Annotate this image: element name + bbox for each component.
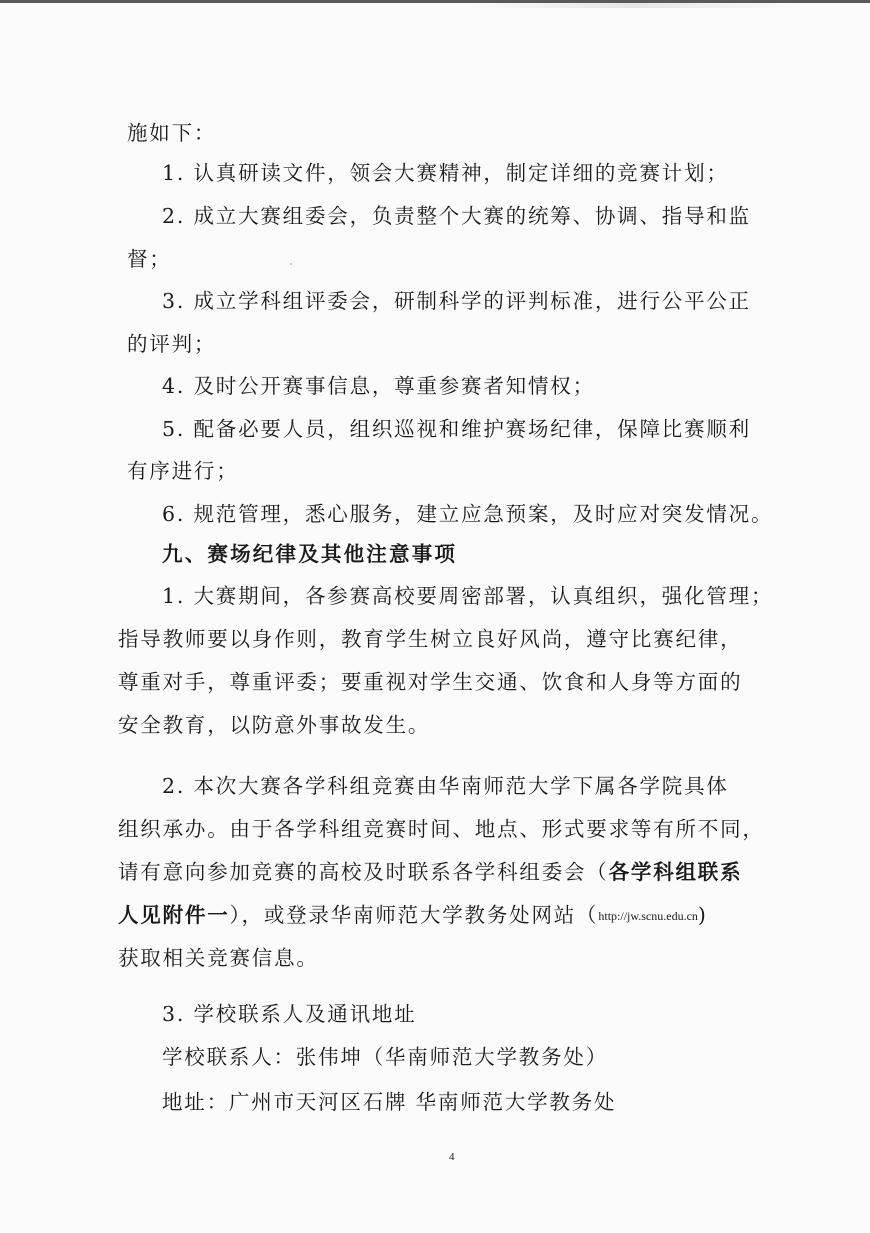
rule-item-2-continued: 组织承办。由于各学科组竞赛时间、地点、形式要求等有所不同， — [118, 817, 765, 841]
rule-item-2-continued — [118, 901, 708, 930]
list-item-2-continued: 督； — [127, 247, 172, 271]
rule-item-1: 1. 大赛期间，各参赛高校要周密部署，认真组织，强化管理； — [162, 584, 774, 608]
list-item-3: 3. 成立学科组评委会，研制科学的评判标准，进行公平公正 — [162, 289, 751, 313]
section-heading: 九、赛场纪律及其他注意事项 — [162, 542, 458, 566]
text-segment: ），或登录华南师范大学教务处网站（ — [229, 903, 599, 927]
rule-item-1-continued: 安全教育，以防意外事故发生。 — [118, 713, 431, 737]
text-segment: ) — [697, 903, 708, 927]
list-item-3-continued: 的评判； — [127, 332, 217, 356]
scan-speck — [290, 263, 292, 265]
list-item-4: 4. 及时公开赛事信息，尊重参赛者知情权； — [162, 374, 595, 398]
rule-item-1-continued: 尊重对手，尊重评委；要重视对学生交通、饮食和人身等方面的 — [118, 670, 743, 694]
bold-text-segment: 人见附件一 — [118, 903, 230, 927]
page-number: 4 — [449, 1151, 455, 1163]
contact-person: 学校联系人：张伟坤（华南师范大学教务处） — [162, 1045, 608, 1069]
bold-text-segment: 各学科组联系 — [608, 860, 743, 884]
scan-bleed-through — [470, 3, 800, 8]
list-item-2: 2. 成立大赛组委会，负责整个大赛的统筹、协调、指导和监 — [162, 204, 751, 228]
contact-heading: 3. 学校联系人及通讯地址 — [162, 1002, 417, 1026]
rule-item-2-continued — [118, 858, 742, 886]
website-url: http://jw.scnu.edu.cn — [598, 909, 698, 923]
rule-item-2-continued: 获取相关竞赛信息。 — [118, 946, 319, 970]
list-item-6: 6. 规范管理，悉心服务，建立应急预案，及时应对突发情况。 — [162, 502, 774, 526]
list-item-1: 1. 认真研读文件，领会大赛精神，制定详细的竞赛计划； — [162, 161, 729, 185]
text-segment: 请有意向参加竞赛的高校及时联系各学科组委会（ — [118, 860, 609, 884]
rule-item-1-continued: 指导教师要以身作则，教育学生树立良好风尚，遵守比赛纪律， — [118, 627, 743, 651]
rule-item-2: 2. 本次大赛各学科组竞赛由华南师范大学下属各学院具体 — [162, 774, 729, 798]
text-line: 施如下： — [127, 121, 217, 145]
list-item-5: 5. 配备必要人员，组织巡视和维护赛场纪律，保障比赛顺利 — [162, 417, 751, 441]
contact-address: 地址：广州市天河区石牌 华南师范大学教务处 — [162, 1090, 617, 1114]
list-item-5-continued: 有序进行； — [127, 459, 239, 483]
